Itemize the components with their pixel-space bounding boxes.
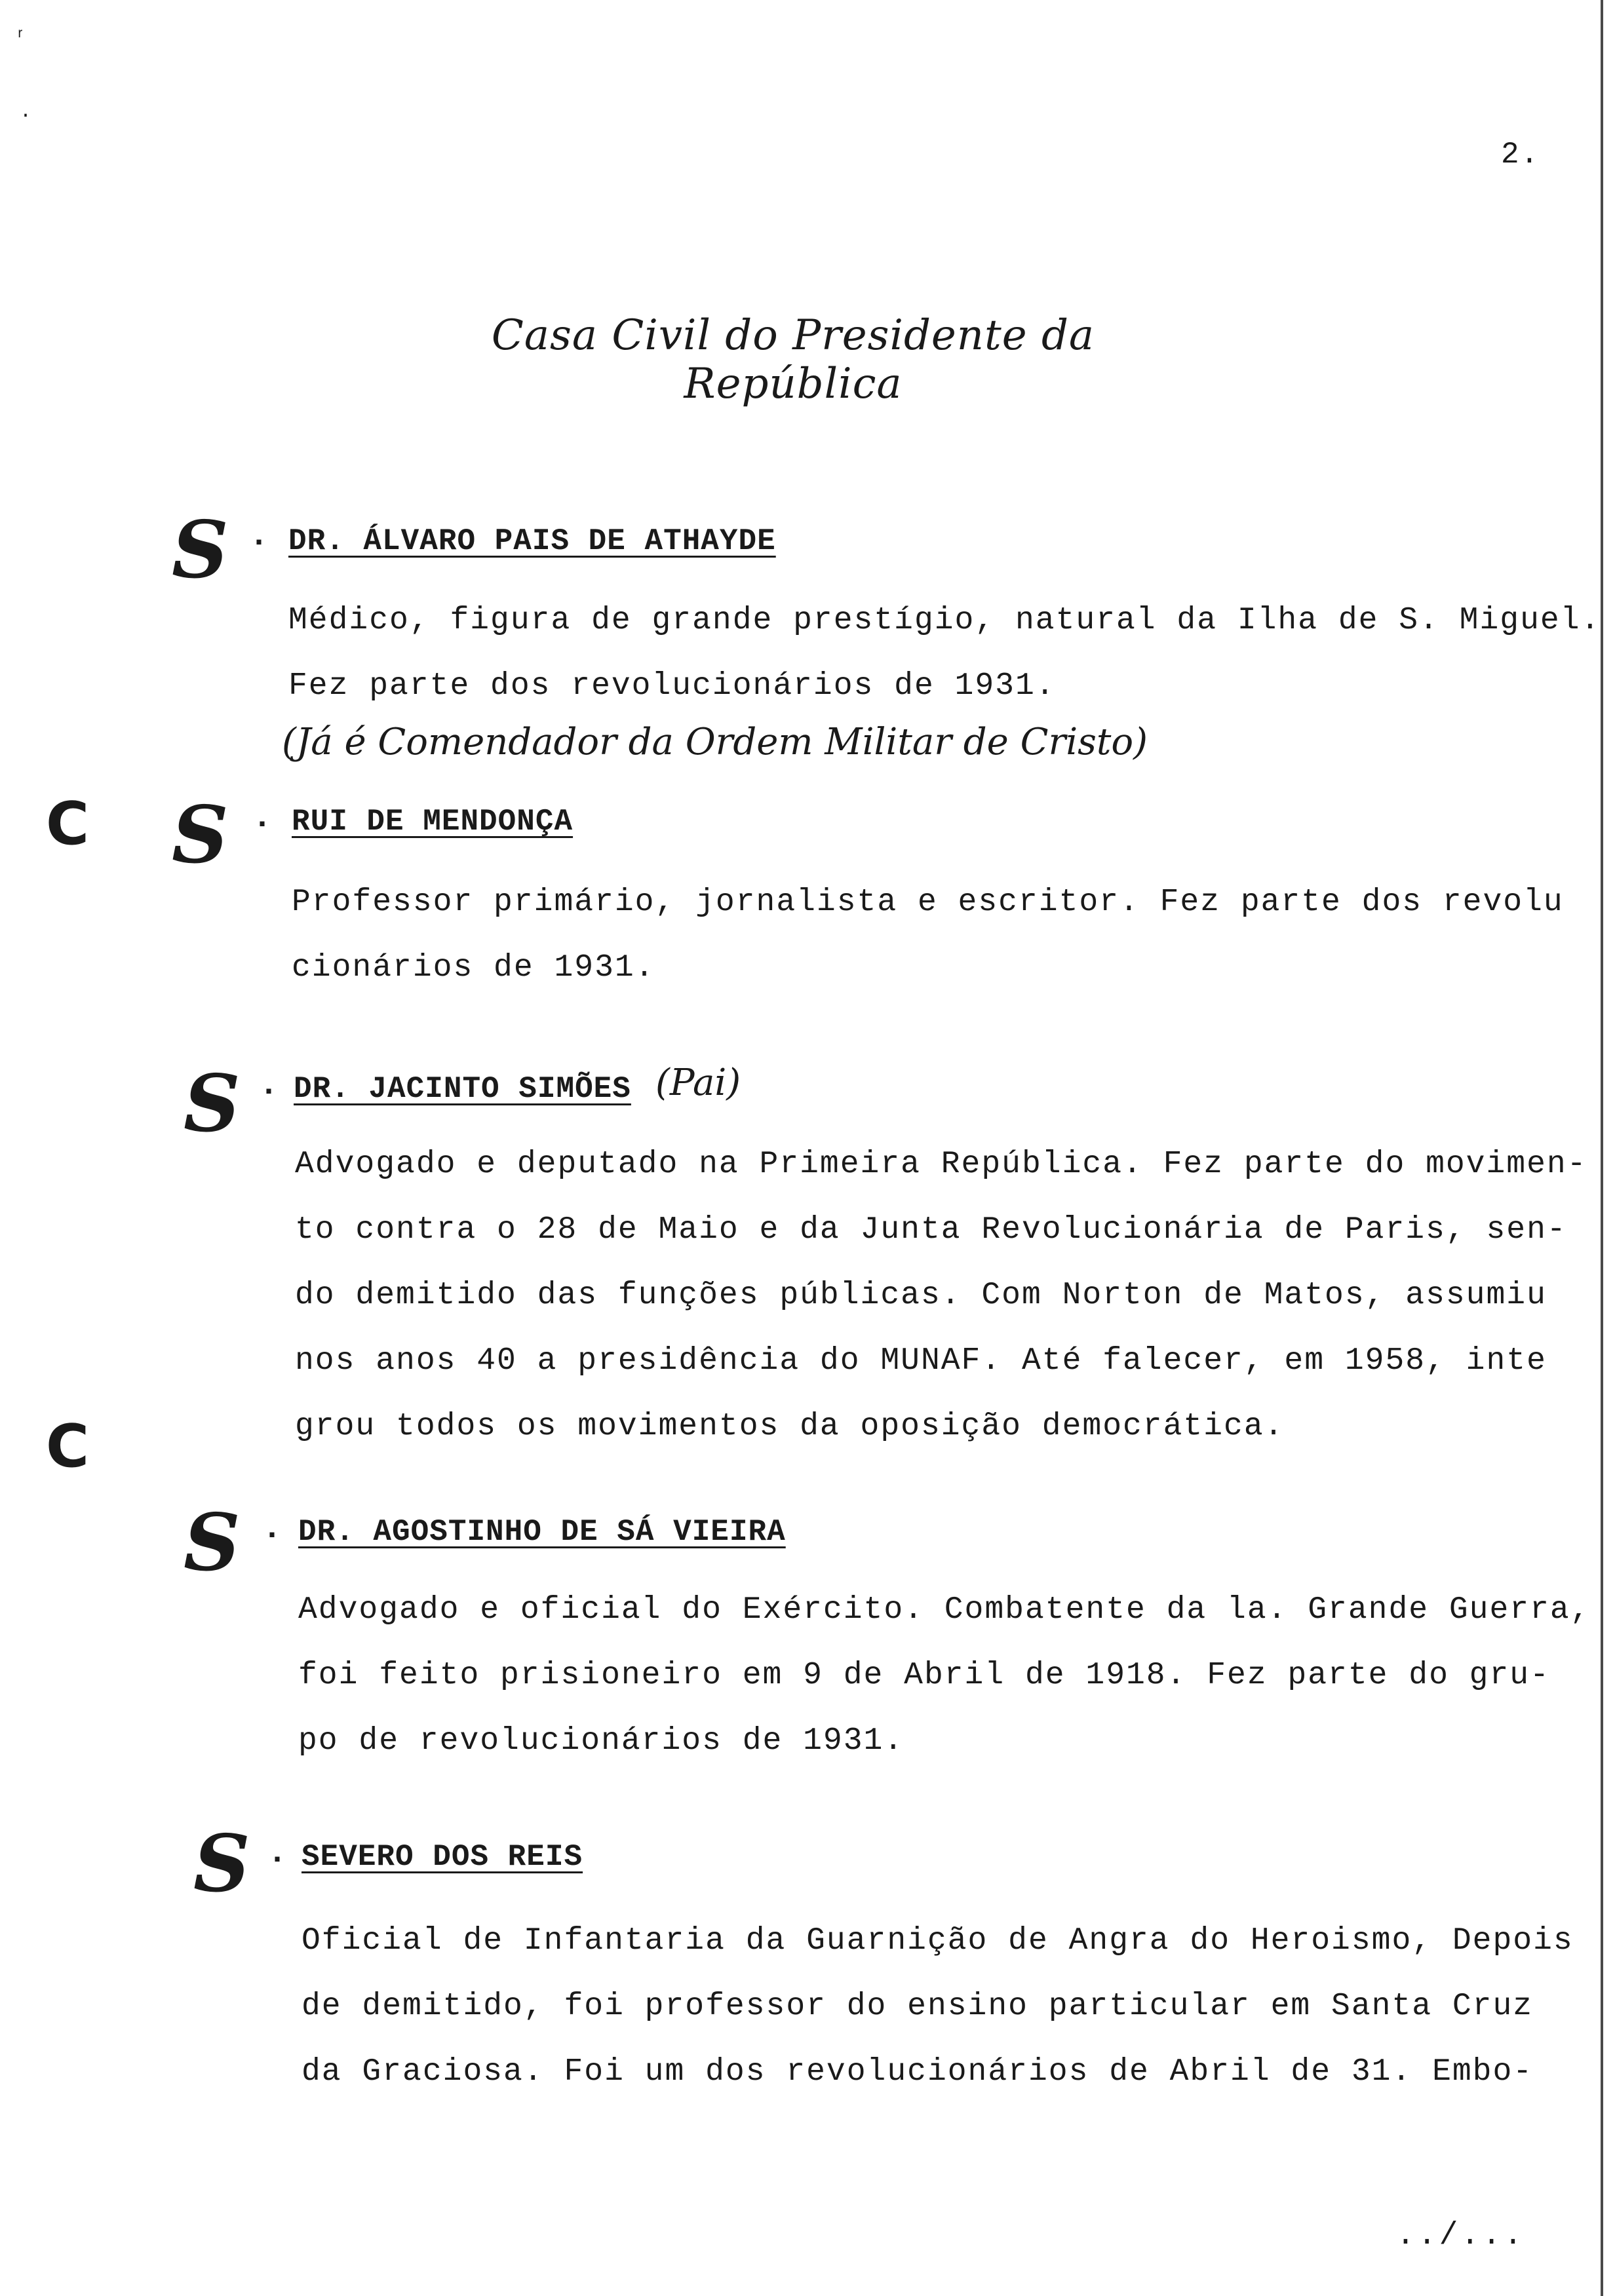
scan-speck: ʳ xyxy=(14,26,27,48)
body-line: nos anos 40 a presidência do MUNAF. Até falecer, em 1958, inte xyxy=(295,1343,1547,1379)
entry-name: DR. ÁLVARO PAIS DE ATHAYDE xyxy=(288,524,776,558)
handwritten-s-mark: S xyxy=(172,504,229,596)
margin-check-mark: C xyxy=(46,790,90,858)
entry-body xyxy=(298,1592,1596,1789)
body-line: to contra o 28 de Maio e da Junta Revolucionária de Paris, sen- xyxy=(295,1212,1567,1248)
body-line: de demitido, foi professor do ensino particular em Santa Cruz xyxy=(302,1989,1534,2024)
body-line: Médico, figura de grande prestígio, natural da Ilha de S. Miguel. xyxy=(288,603,1601,638)
bullet-dot: · xyxy=(249,524,269,562)
entry-body xyxy=(288,603,1601,734)
entry-name: DR. AGOSTINHO DE SÁ VIEIRA xyxy=(298,1515,786,1549)
entry-body xyxy=(292,885,1589,1016)
handwritten-s-mark: S xyxy=(184,1058,241,1150)
bullet-dot: · xyxy=(252,806,273,843)
margin-check-mark: C xyxy=(46,1412,90,1481)
entry-name: RUI DE MENDONÇA xyxy=(292,805,574,839)
bullet-dot: · xyxy=(259,1073,279,1111)
body-line: Fez parte dos revolucionários de 1931. xyxy=(288,668,1056,704)
body-line: foi feito prisioneiro em 9 de Abril de 1918. Fez parte do gru- xyxy=(298,1658,1550,1693)
body-line: cionários de 1931. xyxy=(292,950,655,985)
continuation-mark: ../... xyxy=(1396,2218,1525,2253)
handwritten-annotation: (Pai) xyxy=(655,1062,741,1104)
entry-name: DR. JACINTO SIMÕES xyxy=(294,1072,631,1106)
handwritten-s-mark: S xyxy=(193,1818,250,1910)
body-line: Advogado e deputado na Primeira República. Fez parte do movimen- xyxy=(295,1147,1587,1182)
scan-speck: · xyxy=(20,105,32,127)
entry-name: SEVERO DOS REIS xyxy=(302,1840,583,1874)
body-line: da Graciosa. Foi um dos revolucionários de Abril de 31. Embo- xyxy=(302,2054,1534,2090)
body-line: po de revolucionários de 1931. xyxy=(298,1723,905,1759)
page-number: 2. xyxy=(1501,138,1540,172)
page-edge-rule xyxy=(1601,0,1603,2296)
bullet-dot: · xyxy=(267,1841,288,1879)
bullet-dot: · xyxy=(262,1517,282,1554)
handwritten-s-mark: S xyxy=(172,789,229,881)
body-line: grou todos os movimentos da oposição democrática. xyxy=(295,1409,1285,1444)
letterhead: Casa Civil do Presidente da República xyxy=(491,311,1095,408)
body-line: Professor primário, jornalista e escritor. Fez parte dos revolu xyxy=(292,885,1564,920)
entry-body xyxy=(295,1147,1593,1474)
handwritten-s-mark: S xyxy=(184,1497,241,1589)
body-line: do demitido das funções públicas. Com Norton de Matos, assumiu xyxy=(295,1278,1547,1313)
body-line: Advogado e oficial do Exército. Combatente da la. Grande Guerra, xyxy=(298,1592,1591,1628)
entry-body xyxy=(302,1923,1586,2120)
handwritten-note: (Já é Comendador da Ordem Militar de Cristo) xyxy=(282,721,1148,763)
body-line: Oficial de Infantaria da Guarnição de Angra do Heroismo, Depois xyxy=(302,1923,1574,1959)
